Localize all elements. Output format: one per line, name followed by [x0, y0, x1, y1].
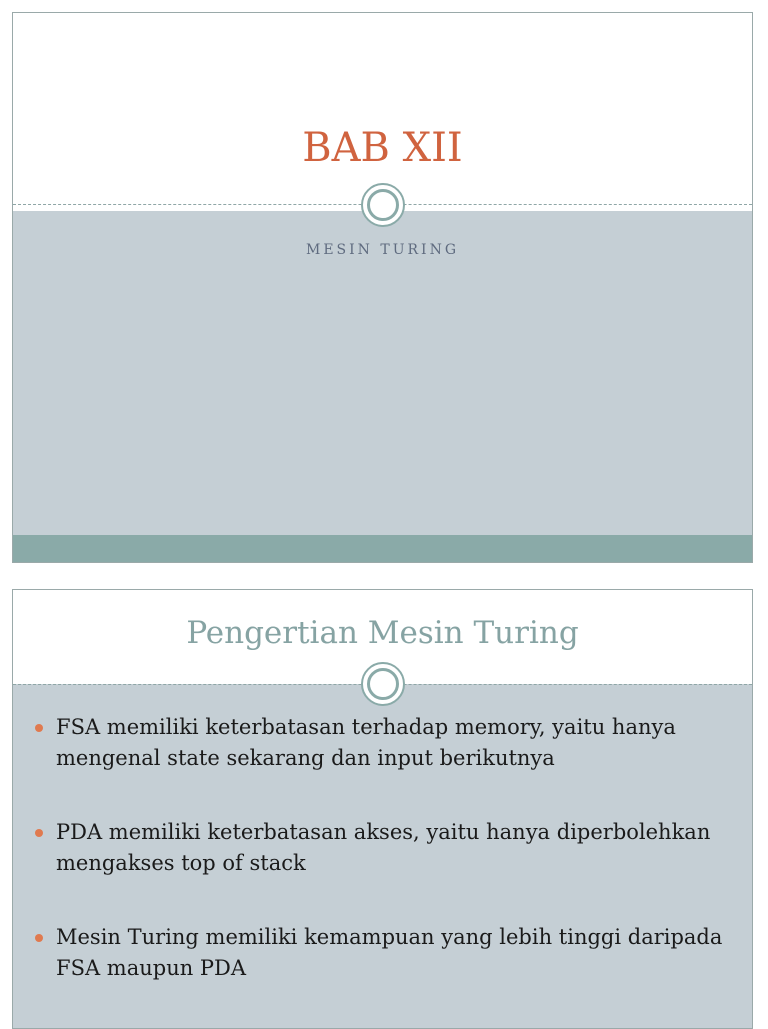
subtitle-panel	[13, 211, 752, 536]
list-item	[33, 922, 736, 984]
footer-band	[13, 535, 752, 562]
double-ring-icon	[361, 183, 405, 227]
content-slide	[12, 589, 753, 1029]
list-item	[33, 817, 736, 879]
bullet-dot-icon	[35, 934, 43, 942]
bullet-dot-icon	[35, 724, 43, 732]
slide-heading: Pengertian Mesin Turing	[186, 615, 579, 651]
bullet-list	[33, 712, 736, 1027]
bullet-text: Mesin Turing memiliki kemampuan yang lebih tinggi daripada FSA maupun PDA	[56, 925, 723, 980]
list-item	[33, 712, 736, 774]
title-area	[13, 13, 752, 211]
slide-title: BAB XII	[302, 125, 463, 171]
bullet-text: PDA memiliki keterbatasan akses, yaitu hanya diperbolehkan mengakses top of stack	[56, 820, 711, 875]
bullet-dot-icon	[35, 829, 43, 837]
bullet-text: FSA memiliki keterbatasan terhadap memory, yaitu hanya mengenal state sekarang dan input berikutnya	[56, 715, 676, 770]
slide-subtitle: MESIN TURING	[305, 242, 460, 258]
title-slide	[12, 12, 753, 563]
double-ring-icon	[361, 662, 405, 706]
